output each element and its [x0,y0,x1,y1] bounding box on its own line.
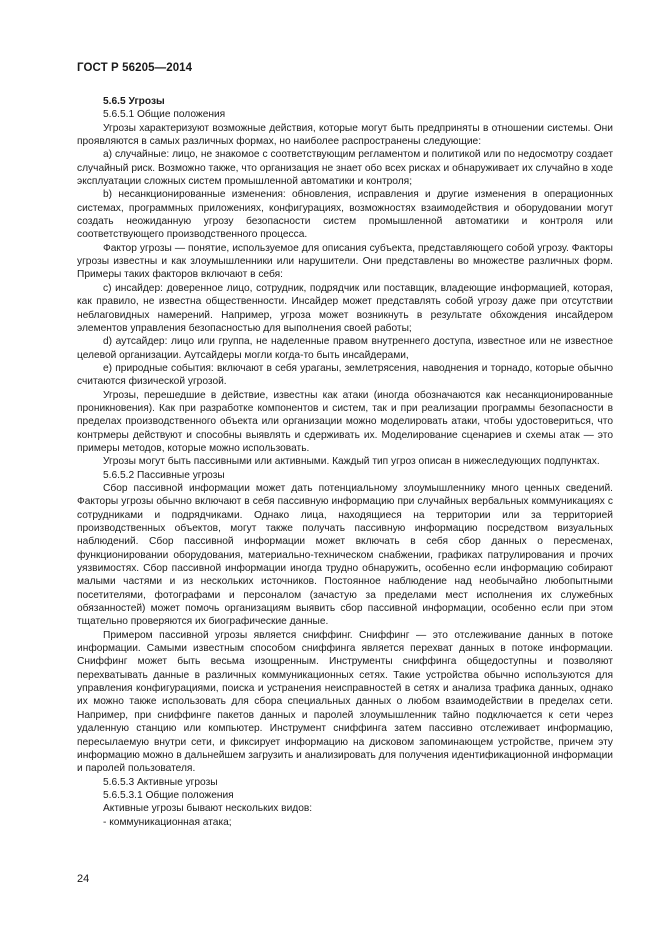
paragraph: Угрозы, перешедшие в действие, известны как атаки (иногда обозначаются как несанкционированные проникновения). Как при разработке компонентов и систем, так и при реализации программы безопасности в пределах производственного объекта или организации можно моделировать атаки, чтобы удостовериться, что контрмеры действуют и способны выявлять и сдерживать их. Моделирование сценариев и схемы атак — это примеры методов, которые можно использовать. [77,389,613,454]
subsection-heading: 5.6.5.3.1 Общие положения [103,789,234,801]
paragraph: Угрозы могут быть пассивными или активными. Каждый тип угроз описан в нижеследующих подпунктах. [103,456,600,468]
document-body [77,95,613,829]
paragraph: Сбор пассивной информации может дать потенциальному злоумышленнику много ценных сведений. Факторы угрозы обычно включают в себя пассивную информацию при случайных вербальных коммуникациях с сотрудниками и подрядчиками. Однако лица, находящиеся на территории или за территорией производственных объектов, могут также получать пассивную информацию посредством визуальных наблюдений. Сбор пассивной информации может включать в себя сбор данных о пересменах, функционировании оборудования, материально-техническом снабжении, графиках патрулирования и прочих уязвимостях. Сбор пассивной информации иногда трудно обнаружить, особенно если информацию собирают малыми частями и из нескольких источников. Постоянное наблюдение над необычайно любопытными посетителями, фотографами и персоналом (зачастую за пределами мест исполнения их служебных обязанностей) может помочь организациям выявить сбор пассивной информации, особенно если при этом тщательно проверяются их биографические данные. [77,482,613,628]
list-item: - коммуникационная атака; [103,816,232,828]
subsection-heading: 5.6.5.3 Активные угрозы [103,776,218,788]
list-item: c) инсайдер: доверенное лицо, сотрудник, подрядчик или поставщик, владеющие информацией, которая, как правило, не известна общественности. Инсайдер может представлять собой угрозу даже при отсутствии неблаговидных намерений. Например, угроза может возникнуть в результате обхождения инсайдером элементов управления безопасностью для выполнения своей работы; [77,282,613,334]
document-code: ГОСТ Р 56205—2014 [77,62,193,74]
list-item: b) несанкционированные изменения: обновления, исправления и другие изменения в операционных системах, программных приложениях, конфигурациях, возможностях взаимодействия и оборудовании могут создать неожиданную угрозу безопасности систем промышленной автоматики и контроля или соответствующего производственного процесса. [77,189,613,241]
subsection-heading: 5.6.5.2 Пассивные угрозы [103,469,225,481]
list-item: d) аутсайдер: лицо или группа, не наделенные правом внутреннего доступа, известное или не известное целевой организации. Аутсайдеры могли когда-то быть инсайдерами, [77,336,613,361]
list-item: e) природные события: включают в себя ураганы, землетрясения, наводнения и торнадо, которые обычно считаются физической угрозой. [77,362,613,388]
list-item: a) случайные: лицо, не знакомое с соответствующим регламентом и политикой или по недосмотру создает случайный риск. Возможно также, что организация не знает обо всех рисках и обнаруживает их случайно в ходе эксплуатации сложных систем промышленной автоматики и контроля; [77,149,613,188]
subsection-heading: 5.6.5.1 Общие положения [103,109,226,121]
paragraph: Примером пассивной угрозы является сниффинг. Сниффинг — это отслеживание данных в потоке информации. Самыми известным способом сниффинга является перехват данных в потоке информации. Сниффинг может быть весьма изощренным. Инструменты сниффинга общедоступны и позволяют перехватывать данные в различных коммуникационных сетях. Такие устройства обычно используются для управления конфигурациями, поиска и устранения неисправностей в сетях и анализа трафика данных, однако их можно также использовать для сбора специальных данных о любом взаимодействии в пределах сети. Например, при сниффинге пакетов данных и паролей злоумышленник тайно подключается к сети через удаленную станцию или компьютер. Инструмент сниффинга затем пассивно отслеживает информацию, пересылаемую внутри сети, и фиксирует информацию на дисковом запоминающем устройстве, причем эту информацию можно в дальнейшем загрузить и анализировать для получения идентификационной информации и паролей пользователя. [77,629,613,775]
page-number: 24 [77,873,90,885]
paragraph: Активные угрозы бывают нескольких видов: [103,803,313,815]
section-heading: 5.6.5 Угрозы [103,96,165,107]
paragraph: Угрозы характеризуют возможные действия, которые могут быть предприняты в отношении системы. Они проявляются в самых различных формах, но наиболее распространены следующие: [77,122,613,148]
paragraph: Фактор угрозы — понятие, используемое для описания субъекта, представляющего собой угрозу. Факторы угрозы известны и как злоумышленники или нарушители. Они представлены во множестве различных форм. Примеры таких факторов включают в себя: [77,242,613,281]
